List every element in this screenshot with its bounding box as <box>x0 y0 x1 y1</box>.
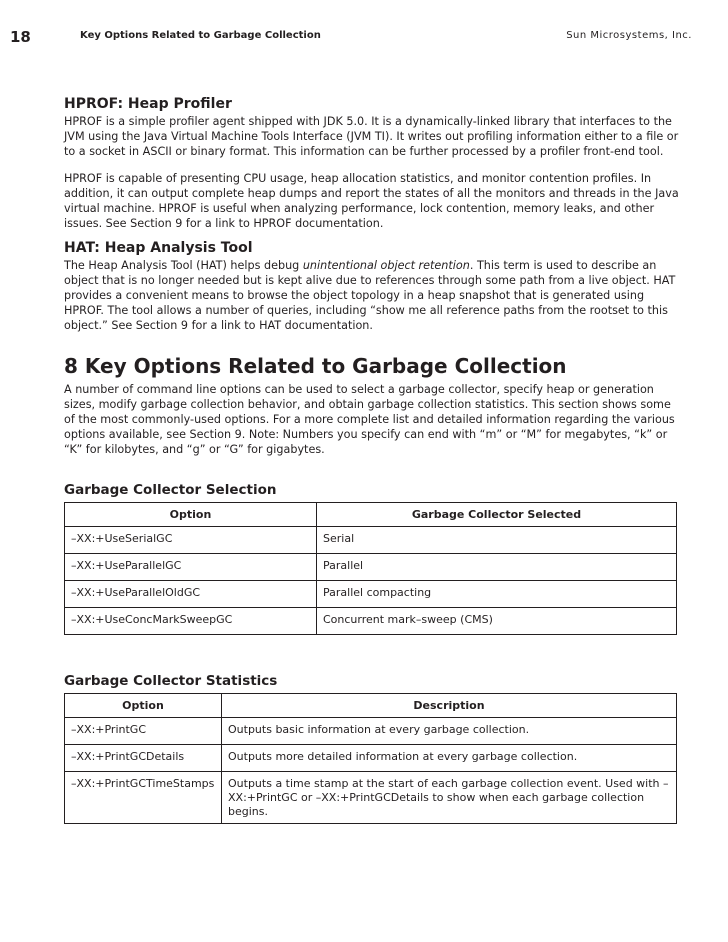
table-cell: –XX:+UseSerialGC <box>65 527 317 554</box>
table-cell: –XX:+PrintGCTimeStamps <box>65 772 222 824</box>
section-8-heading: 8 Key Options Related to Garbage Collection <box>64 354 567 378</box>
hprof-paragraph-2: HPROF is capable of presenting CPU usage, heap allocation statistics, and monitor contention profiles. In addition, it can output complete heap dumps and report the states of all the monitors and threads in the Java virtual machine. HPROF is useful when analyzing performance, lock contention, memory leaks, and other issues. See Section 9 for a link to HPROF documentation. <box>64 172 679 230</box>
table-cell: –XX:+UseConcMarkSweepGC <box>65 608 317 635</box>
table-row <box>65 718 677 745</box>
table-header-row <box>65 503 677 527</box>
hprof-paragraph-1: HPROF is a simple profiler agent shipped with JDK 5.0. It is a dynamically-linked library that interfaces to the JVM using the Java Virtual Machine Tools Interface (JVM TI). It writes out profiling information either to a file or to a socket in ASCII or binary format. This information can be further processed by a profiler front-end tool. <box>64 115 679 158</box>
table-row <box>65 581 677 608</box>
hat-emphasis: unintentional object retention <box>302 259 470 272</box>
hat-heading: HAT: Heap Analysis Tool <box>64 240 253 256</box>
column-header: Option <box>65 694 222 718</box>
gc-selection-heading: Garbage Collector Selection <box>64 482 277 498</box>
table-row <box>65 608 677 635</box>
hat-text-before: The Heap Analysis Tool (HAT) helps debug <box>64 259 303 272</box>
table-cell: Serial <box>317 527 677 554</box>
table-row <box>65 554 677 581</box>
table-cell: Parallel <box>317 554 677 581</box>
page-number: 18 <box>10 28 31 46</box>
table-row <box>65 745 677 772</box>
table-cell: –XX:+PrintGC <box>65 718 222 745</box>
hat-text-after: . This term is used to describe an object that is no longer needed but is kept alive due to references through some path from a live object. HAT provides a convenient means to browse the object topology in a heap snapshot that is generated using HPROF. The tool allows a number of queries, including “show me all reference paths from the rootset to this object.” See Section 9 for a link to HAT documentation. <box>64 259 676 332</box>
column-header: Description <box>222 694 677 718</box>
hprof-heading: HPROF: Heap Profiler <box>64 96 232 112</box>
table-cell: Outputs a time stamp at the start of each garbage collection event. Used with –XX:+PrintGC or –XX:+PrintGCDetails to show when each garbage collection begins. <box>222 772 677 824</box>
column-header: Option <box>65 503 317 527</box>
gc-statistics-heading: Garbage Collector Statistics <box>64 673 278 689</box>
gc-statistics-table <box>64 693 677 824</box>
table-cell: –XX:+PrintGCDetails <box>65 745 222 772</box>
running-title: Key Options Related to Garbage Collection <box>80 30 321 41</box>
company-name: Sun Microsystems, Inc. <box>566 30 692 41</box>
page-content <box>64 95 681 824</box>
hat-paragraph <box>64 258 681 333</box>
table-header-row <box>65 694 677 718</box>
gc-selection-table <box>64 502 677 635</box>
table-row <box>65 527 677 554</box>
page-header <box>0 26 728 48</box>
section-8-paragraph: A number of command line options can be used to select a garbage collector, specify heap or generation sizes, modify garbage collection behavior, and obtain garbage collection statistics. This section shows some of the most commonly-used options. For a more complete list and detailed information regarding the various options available, see Section 9. Note: Numbers you specify can end with “m” or “M” for megabytes, “k” or “K” for kilobytes, and “g” or “G” for gigabytes. <box>64 383 675 456</box>
table-cell: Parallel compacting <box>317 581 677 608</box>
table-cell: –XX:+UseParallelOldGC <box>65 581 317 608</box>
table-cell: Concurrent mark–sweep (CMS) <box>317 608 677 635</box>
column-header: Garbage Collector Selected <box>317 503 677 527</box>
table-cell: Outputs basic information at every garbage collection. <box>222 718 677 745</box>
table-row <box>65 772 677 824</box>
table-cell: –XX:+UseParallelGC <box>65 554 317 581</box>
table-cell: Outputs more detailed information at every garbage collection. <box>222 745 677 772</box>
